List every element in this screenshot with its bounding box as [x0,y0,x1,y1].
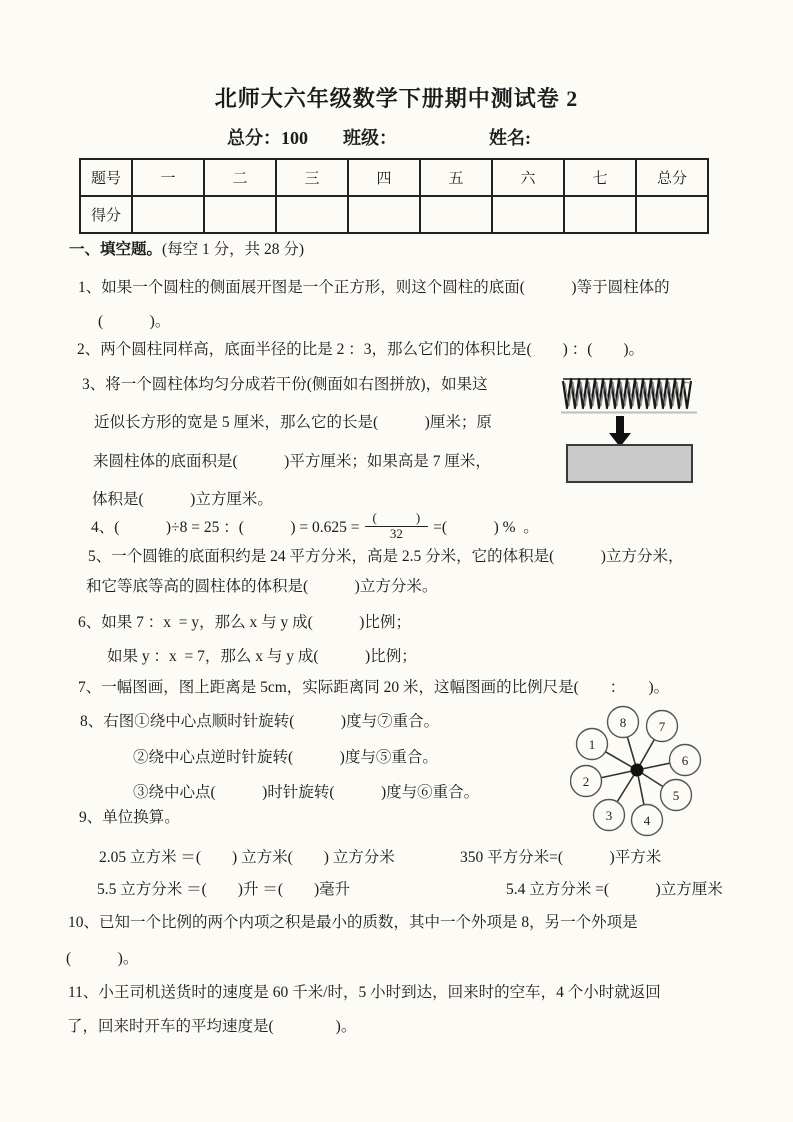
question-4-fraction [365,511,429,542]
question-8-line-1: 8、右图①绕中心点顺时针旋转( )度与⑦重合。 [80,713,440,730]
question-3-line-2: 近似长方形的宽是 5 厘米，那么它的长是( )厘米；原 [94,414,492,431]
rectangle-figure [566,444,693,483]
score-cell [492,196,564,233]
header-cell: 一 [132,159,204,196]
centre-point [631,764,644,777]
section-1-note: (每空 1 分，共 28 分) [162,241,305,258]
circle-1-label: 1 [588,737,596,752]
score-cell [204,196,276,233]
header-cell: 二 [204,159,276,196]
circle-2-label: 2 [582,774,590,789]
circle-4-label: 4 [643,813,651,828]
name-label: 姓名: [489,128,531,148]
question-5-line-1: 5、一个圆锥的底面积约是 24 平方分米，高是 2.5 分米，它的体积是( )立方分米， [88,548,684,565]
score-table-score-row [80,196,708,233]
circle-7-label: 7 [658,719,666,734]
score-cell [420,196,492,233]
circle-8-label: 8 [619,715,627,730]
question-4-post: =( ) % 。 [433,519,539,536]
header-cell: 四 [348,159,420,196]
header-cell: 总分 [636,159,708,196]
question-4-pre: 4、( )÷8 = 25 ：( ) = 0.625 = [91,519,360,536]
class-label: 班级： [343,128,397,148]
question-11-line-2: 了，回来时开车的平均速度是( )。 [67,1018,357,1035]
question-4 [91,508,539,544]
question-3-line-3: 来圆柱体的底面积是( )平方厘米；如果高是 7 厘米， [93,453,491,470]
question-9: 9、单位换算。 [79,809,180,826]
circle-5-label: 5 [672,788,680,803]
score-table-header-row [80,159,708,196]
question-6-line-1: 6、如果 7 ：x = y，那么 x 与 y 成( )比例； [78,614,411,631]
question-9-conversion-line-2 [97,877,723,899]
header-cell: 题号 [80,159,132,196]
question-2: 2、两个圆柱同样高，底面半径的比是 2 ：3，那么它们的体积比是( ) ：( )。 [77,341,645,358]
question-3-line-4: 体积是( )立方厘米。 [92,491,273,508]
question-1-line-1: 1、如果一个圆柱的侧面展开图是一个正方形，则这个圆柱的底面( )等于圆柱体的 [78,279,670,296]
paper-info-line [227,124,531,150]
score-table [79,158,709,234]
question-8-line-2: ②绕中心点逆时针旋转( )度与⑤重合。 [133,749,438,766]
conversion-2a: 5.5 立方分米 ＝( )升 ＝( )毫升 [97,881,351,898]
question-11-line-1: 11、小王司机送货时的速度是 60 千米/时，5 小时到达，回来时的空车，4 个小时就返回 [68,984,661,1001]
question-10-line-1: 10、已知一个比例的两个内项之积是最小的质数，其中一个外项是 8，另一个外项是 [68,914,638,931]
score-cell [636,196,708,233]
conversion-2b: 5.4 立方分米 =( )立方厘米 [506,881,723,898]
total-score-label: 总分：100 [227,128,308,148]
header-cell: 七 [564,159,636,196]
question-7: 7、一幅图画，图上距离是 5cm，实际距离同 20 米，这幅图画的比例尺是( ： )。 [78,679,670,696]
question-8-line-3: ③绕中心点( )时针旋转( )度与⑥重合。 [133,784,480,801]
section-1-title: 一、填空题。 [69,241,163,258]
circle-6-label: 6 [681,753,689,768]
question-3-line-1: 3、将一个圆柱体均匀分成若干份(侧面如右图拼放)，如果这 [82,376,488,393]
header-cell: 五 [420,159,492,196]
fraction-numerator: ( ) [365,511,429,527]
conversion-1b: 350 平方分米=( )平方米 [460,849,662,866]
cylinder-strips-figure [561,375,697,415]
question-5-line-2: 和它等底等高的圆柱体的体积是( )立方分米。 [86,578,438,595]
conversion-1a: 2.05 立方米 ＝( ) 立方米( ) 立方分米 [99,849,395,866]
score-cell [564,196,636,233]
score-row-label: 得分 [80,196,132,233]
question-9-conversion-line-1 [99,845,661,867]
rotation-flower-figure [570,702,710,842]
page-title: 北师大六年级数学下册期中测试卷 2 [214,86,579,111]
header-cell: 六 [492,159,564,196]
circle-3-label: 3 [605,808,613,823]
question-1-line-2: ( )。 [98,313,171,330]
question-10-line-2: ( )。 [66,950,139,967]
score-cell [276,196,348,233]
score-cell [132,196,204,233]
header-cell: 三 [276,159,348,196]
fraction-denominator: 32 [389,525,403,541]
question-6-line-2: 如果 y ：x = 7，那么 x 与 y 成( )比例； [107,648,417,665]
score-cell [348,196,420,233]
section-1-heading [69,237,304,259]
